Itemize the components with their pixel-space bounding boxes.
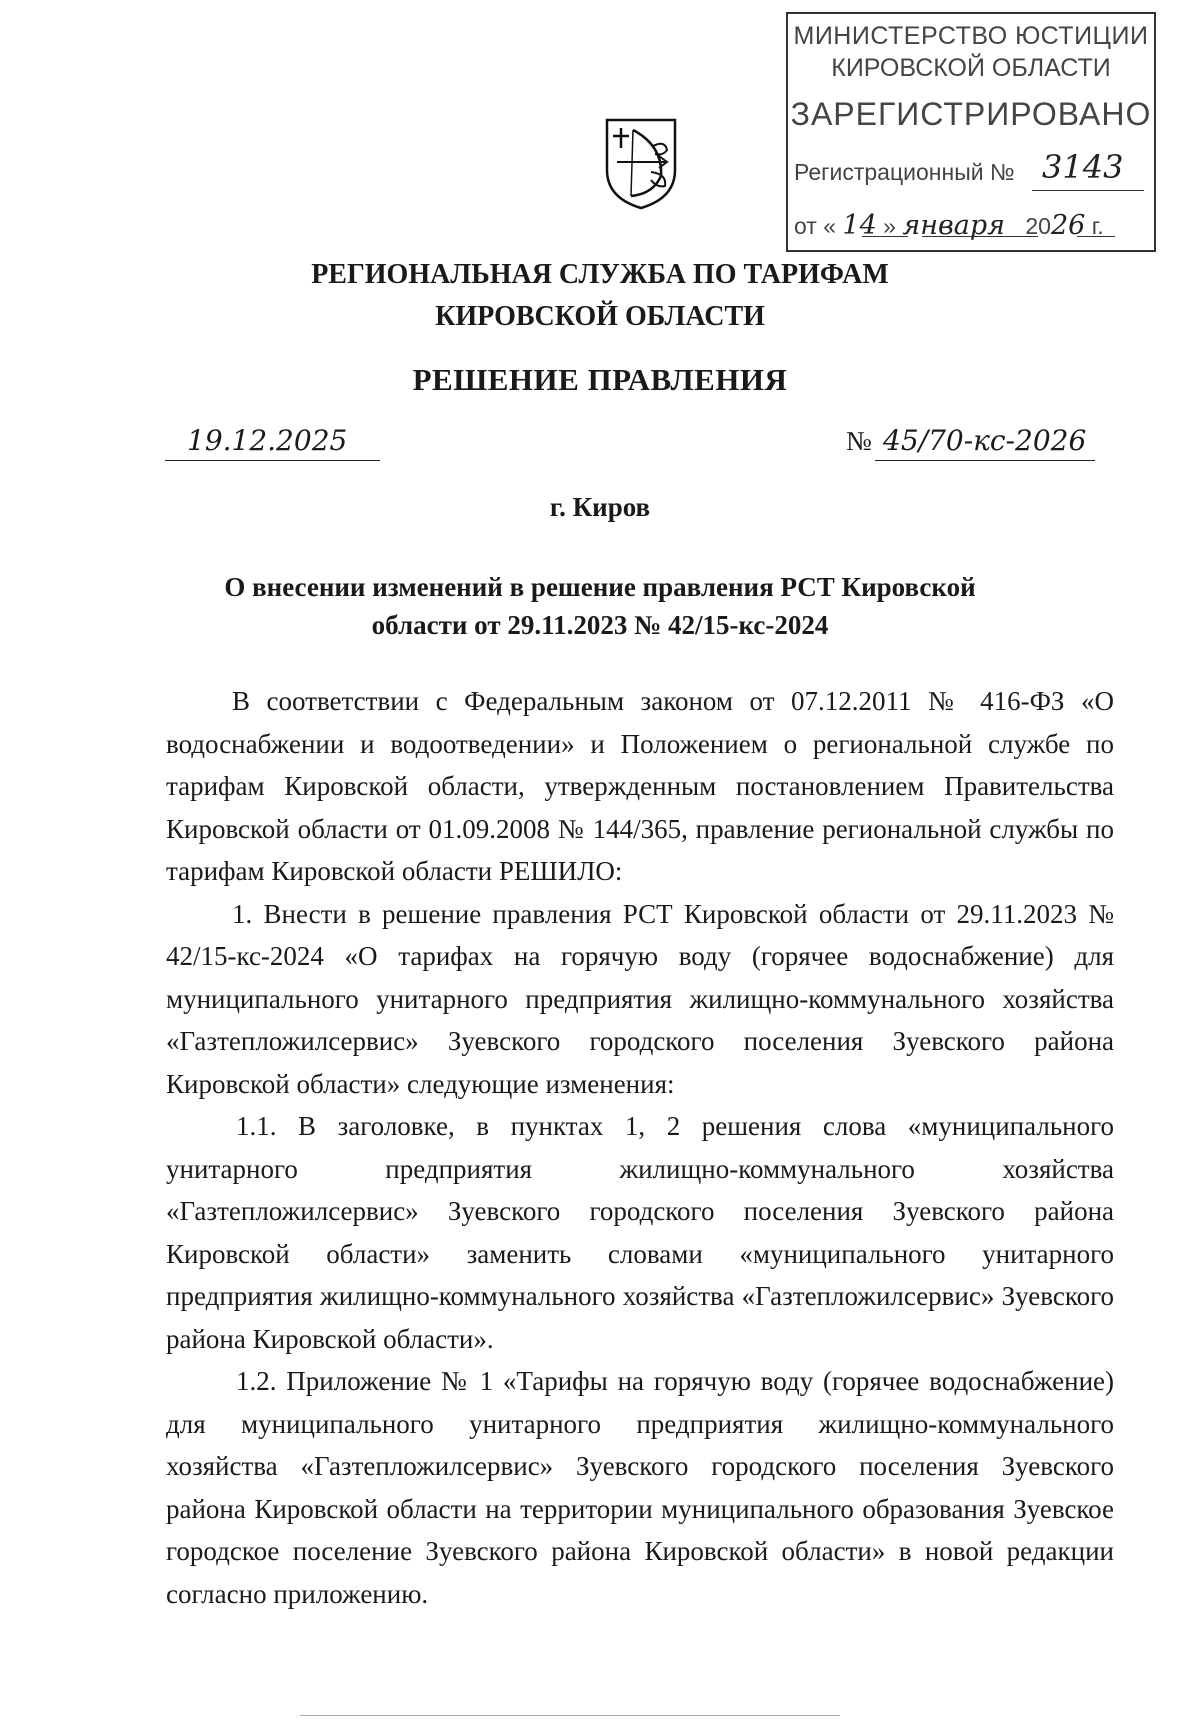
stamp-date-end: г.	[1091, 213, 1104, 239]
document-subject	[60, 568, 1140, 644]
registration-stamp	[786, 12, 1156, 252]
body-paragraph-preamble: В соответствии с Федеральным законом от 07.12.2011 № 416-ФЗ «О водоснабжении и водоотведении» и Положением о региональной службе по тарифам Кировской области, утвержденным постановлением Правительства Кировской области от 01.09.2008 № 144/365, правление региональной службы по тарифам Кировской области РЕШИЛО:	[166, 686, 1114, 886]
footer-rule	[300, 1715, 840, 1716]
document-date: 19.12.2025	[187, 424, 348, 457]
stamp-year-underline	[1077, 236, 1115, 237]
stamp-registered: ЗАРЕГИСТРИРОВАНО	[790, 96, 1152, 132]
document-number-field	[875, 424, 1095, 461]
body-paragraph-1-2: 1.2. Приложение № 1 «Тарифы на горячую воду (горячее водоснабжение) для муниципального унитарного предприятия жилищно-коммунального хозяйства «Газтепложилсервис» Зуевского городского поселения Зуевского района Кировской области на территории муниципального образования Зуевское городское поселение Зуевского района Кировской области» в новой редакции согласно приложению.	[166, 1366, 1114, 1609]
number-sign: №	[846, 426, 872, 456]
document-body	[166, 680, 1114, 1615]
document-number: 45/70-кс-2026	[883, 424, 1087, 457]
stamp-day-underline	[862, 236, 908, 237]
stamp-date-mid: »	[883, 213, 896, 239]
document-type: РЕШЕНИЕ ПРАВЛЕНИЯ	[412, 362, 788, 397]
document-date-field	[165, 424, 380, 461]
stamp-ministry: МИНИСТЕРСТВО ЮСТИЦИИ	[793, 22, 1149, 50]
stamp-date	[794, 210, 1152, 241]
stamp-date-prefix: от «	[794, 213, 837, 239]
stamp-month-underline	[922, 236, 1038, 237]
stamp-date-day: 14	[842, 210, 877, 241]
stamp-reg-number-label: Регистрационный №	[794, 159, 1015, 185]
stamp-date-year-prefix: 20	[1025, 213, 1051, 239]
organization-title	[0, 254, 1200, 338]
stamp-number-underline	[1032, 190, 1144, 191]
city: г. Киров	[549, 492, 651, 522]
org-title-line2: КИРОВСКОЙ ОБЛАСТИ	[435, 301, 765, 332]
stamp-region: КИРОВСКОЙ ОБЛАСТИ	[831, 54, 1111, 82]
stamp-reg-number: 3143	[1042, 148, 1124, 186]
stamp-date-month: января	[902, 210, 1005, 241]
stamp-date-year-suffix: 26	[1050, 210, 1086, 241]
kirov-coat-of-arms-icon	[603, 116, 679, 212]
subject-line2: области от 29.11.2023 № 42/15-кс-2024	[371, 610, 829, 640]
subject-line1: О внесении изменений в решение правления РСТ Кировской	[224, 572, 976, 602]
org-title-line1: РЕГИОНАЛЬНАЯ СЛУЖБА ПО ТАРИФАМ	[311, 259, 889, 290]
body-paragraph-1-1: 1.1. В заголовке, в пунктах 1, 2 решения слова «муниципального унитарного предприятия жилищно-коммунального хозяйства «Газтепложилсервис» Зуевского городского поселения Зуевского района Кировской области» заменить словами «муниципального унитарного предприятия жилищно-коммунального хозяйства «Газтепложилсервис» Зуевского района Кировской области».	[166, 1111, 1114, 1354]
body-paragraph-1: 1. Внести в решение правления РСТ Кировской области от 29.11.2023 № 42/15-кс-2024 «О тарифах на горячую воду (горячее водоснабжение) для муниципального унитарного предприятия жилищно-коммунального хозяйства «Газтепложилсервис» Зуевского городского поселения Зуевского района Кировской области» следующие изменения:	[166, 898, 1114, 1099]
